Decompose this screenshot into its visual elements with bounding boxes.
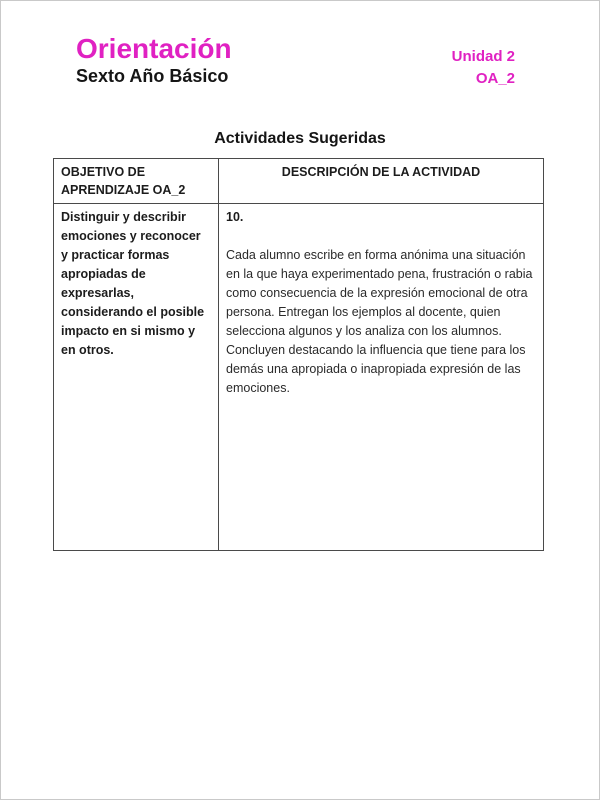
column-header-objective: OBJETIVO DE APRENDIZAJE OA_2 (54, 159, 219, 204)
header-right-block (452, 34, 515, 90)
column-header-description: DESCRIPCIÓN DE LA ACTIVIDAD (219, 159, 544, 204)
activity-description: Cada alumno escribe en forma anónima una situación en la que haya experimentado pena, frustración o rabia como consecuencia de la expresión emocional de otra persona. Entregan los ejemplos al docente, quien selecciona algunos y los analiza con los alumnos. Concluyen destacando la influencia que tiene para los demás una apropiada o inapropiada expresión de las emociones. (226, 248, 533, 395)
table-body-row (54, 204, 544, 551)
grade-subtitle: Sexto Año Básico (76, 66, 229, 86)
document-header (76, 34, 515, 90)
description-cell (219, 204, 544, 551)
activity-number: 10. (226, 210, 244, 224)
header-left-block (76, 34, 232, 87)
oa-label: OA_2 (475, 70, 515, 87)
subject-title: Orientación (76, 33, 232, 64)
activities-table (53, 158, 544, 551)
unit-label: Unidad 2 (451, 48, 515, 65)
section-heading: Actividades Sugeridas (214, 130, 386, 147)
table-header-row (54, 159, 544, 204)
objective-cell: Distinguir y describir emociones y reconocer y practicar formas apropiadas de expresarlas, considerando el posible impacto en si mismo y en otros. (54, 204, 219, 551)
